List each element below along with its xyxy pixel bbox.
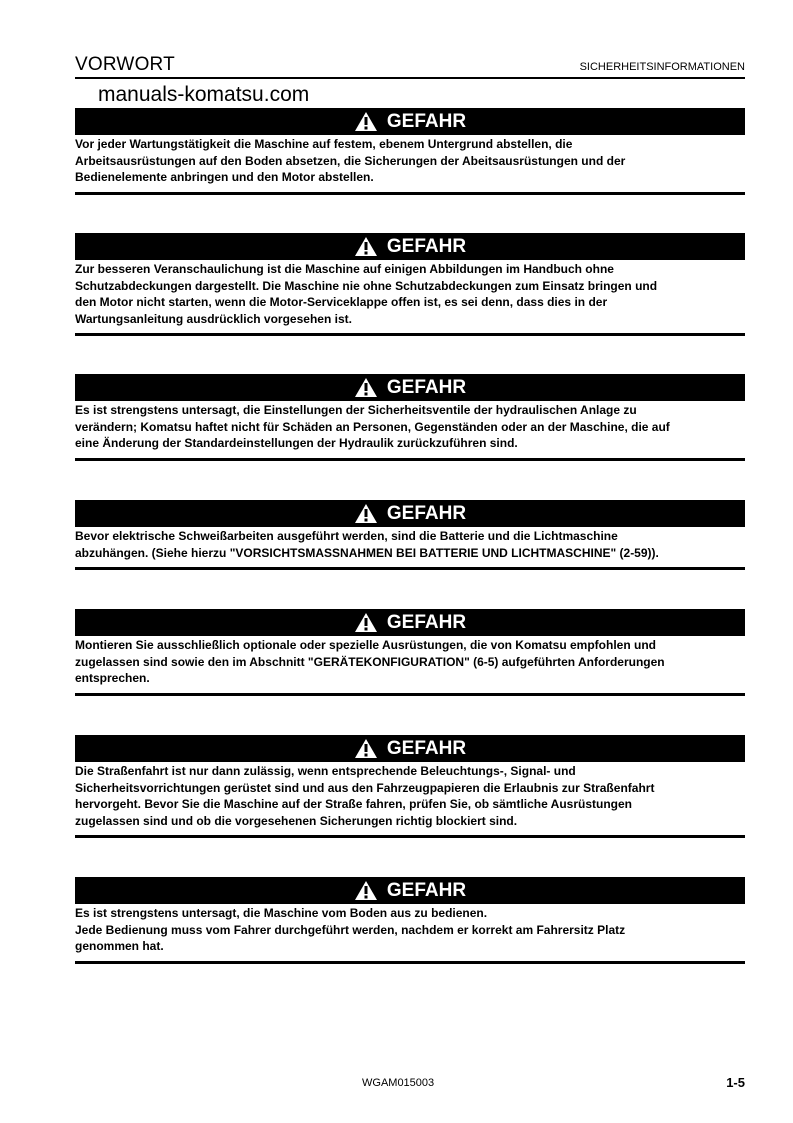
danger-text — [75, 636, 745, 693]
text-line: abzuhängen. (Siehe hierzu "VORSICHTSMASSNAHMEN BEI BATTERIE UND LICHTMASCHINE" (2-59)). — [75, 545, 659, 560]
document-code: WGAM015003 — [362, 1077, 435, 1089]
text-line: Montieren Sie ausschließlich optionale oder spezielle Ausrüstungen, die von Komatsu empfohlen und — [75, 638, 656, 652]
danger-label: GEFAHR — [386, 235, 467, 257]
danger-label: GEFAHR — [386, 611, 467, 633]
danger-text — [75, 260, 745, 333]
text-line: Bedienelemente anbringen und den Motor abstellen. — [75, 170, 374, 184]
text-line: Vor jeder Wartungstätigkeit die Maschine auf festem, ebenem Untergrund abstellen, die — [75, 137, 573, 151]
text-line: Schutzabdeckungen dargestellt. Die Maschine nie ohne Schutzabdeckungen zum Einsatz bringen und — [75, 278, 658, 293]
text-line: Bevor elektrische Schweißarbeiten ausgeführt werden, sind die Batterie und die Lichtmaschine — [75, 529, 618, 543]
danger-text — [75, 762, 745, 835]
section-rule — [75, 567, 745, 570]
danger-banner — [75, 374, 745, 401]
danger-notice — [75, 609, 745, 696]
warning-triangle-icon — [354, 111, 378, 132]
danger-label: GEFAHR — [386, 110, 467, 132]
danger-text — [75, 401, 745, 458]
danger-notice — [75, 735, 745, 838]
warning-triangle-icon — [354, 503, 378, 524]
text-line: Es ist strengstens untersagt, die Maschine vom Boden aus zu bedienen. — [75, 906, 488, 920]
danger-text — [75, 904, 745, 961]
text-line: hervorgeht. Bevor Sie die Maschine auf der Straße fahren, prüfen Sie, ob sämtliche Ausrüstungen — [75, 797, 633, 811]
danger-notice — [75, 233, 745, 336]
text-line: eine Änderung der Standardeinstellungen der Hydraulik zurückzuführen sind. — [75, 436, 518, 450]
danger-label: GEFAHR — [386, 502, 467, 524]
danger-label: GEFAHR — [386, 376, 467, 398]
warning-triangle-icon — [354, 236, 378, 257]
danger-notice — [75, 374, 745, 461]
header-rule — [75, 77, 745, 79]
chapter-title: VORWORT — [75, 54, 175, 75]
section-title: SICHERHEITSINFORMATIONEN — [579, 61, 745, 73]
text-line: Arbeitsausrüstungen auf den Boden absetzen, die Sicherungen der Abeitsausrüstungen und der — [75, 153, 626, 168]
text-line: genommen hat. — [75, 939, 164, 953]
text-line: verändern; Komatsu haftet nicht für Schäden an Personen, Gegenständen oder an der Maschine, die auf — [75, 419, 670, 434]
section-rule — [75, 693, 745, 696]
text-line: Es ist strengstens untersagt, die Einstellungen der Sicherheitsventile der hydraulischen Anlage zu — [75, 403, 637, 417]
text-line: Zur besseren Veranschaulichung ist die Maschine auf einigen Abbildungen im Handbuch ohne — [75, 262, 614, 276]
text-line: Sicherheitsvorrichtungen gerüstet sind und aus den Fahrzeugpapieren die Erlaubnis zur Straßenfahrt — [75, 780, 655, 795]
warning-triangle-icon — [354, 612, 378, 633]
danger-banner — [75, 609, 745, 636]
section-rule — [75, 458, 745, 461]
text-line: zugelassen sind sowie den im Abschnitt "GERÄTEKONFIGURATION" (6-5) aufgeführten Anforderungen — [75, 654, 665, 669]
section-rule — [75, 961, 745, 964]
text-line: zugelassen sind und ob die vorgesehenen Sicherungen richtig blockiert sind. — [75, 813, 518, 828]
section-rule — [75, 333, 745, 336]
section-rule — [75, 192, 745, 195]
text-line: entsprechen. — [75, 671, 150, 685]
warning-triangle-icon — [354, 377, 378, 398]
section-rule — [75, 835, 745, 838]
danger-banner — [75, 108, 745, 135]
danger-banner — [75, 877, 745, 904]
danger-notice — [75, 877, 745, 964]
danger-label: GEFAHR — [386, 737, 467, 759]
danger-notice — [75, 500, 745, 570]
warning-triangle-icon — [354, 880, 378, 901]
danger-banner — [75, 233, 745, 260]
text-line: den Motor nicht starten, wenn die Motor-Serviceklappe offen ist, es sei denn, dass dies in der — [75, 295, 608, 309]
danger-text — [75, 135, 745, 192]
text-line: Die Straßenfahrt ist nur dann zulässig, wenn entsprechende Beleuchtungs-, Signal- und — [75, 764, 576, 778]
danger-text — [75, 527, 745, 567]
danger-banner — [75, 500, 745, 527]
warning-triangle-icon — [354, 738, 378, 759]
danger-notice — [75, 108, 745, 195]
text-line: Wartungsanleitung ausdrücklich vorgesehen ist. — [75, 311, 352, 326]
danger-banner — [75, 735, 745, 762]
danger-label: GEFAHR — [386, 879, 467, 901]
text-line: Jede Bedienung muss vom Fahrer durchgeführt werden, nachdem er korrekt am Fahrersitz Platz — [75, 922, 626, 937]
page-number: 1-5 — [726, 1075, 745, 1090]
watermark: manuals-komatsu.com — [98, 83, 310, 106]
